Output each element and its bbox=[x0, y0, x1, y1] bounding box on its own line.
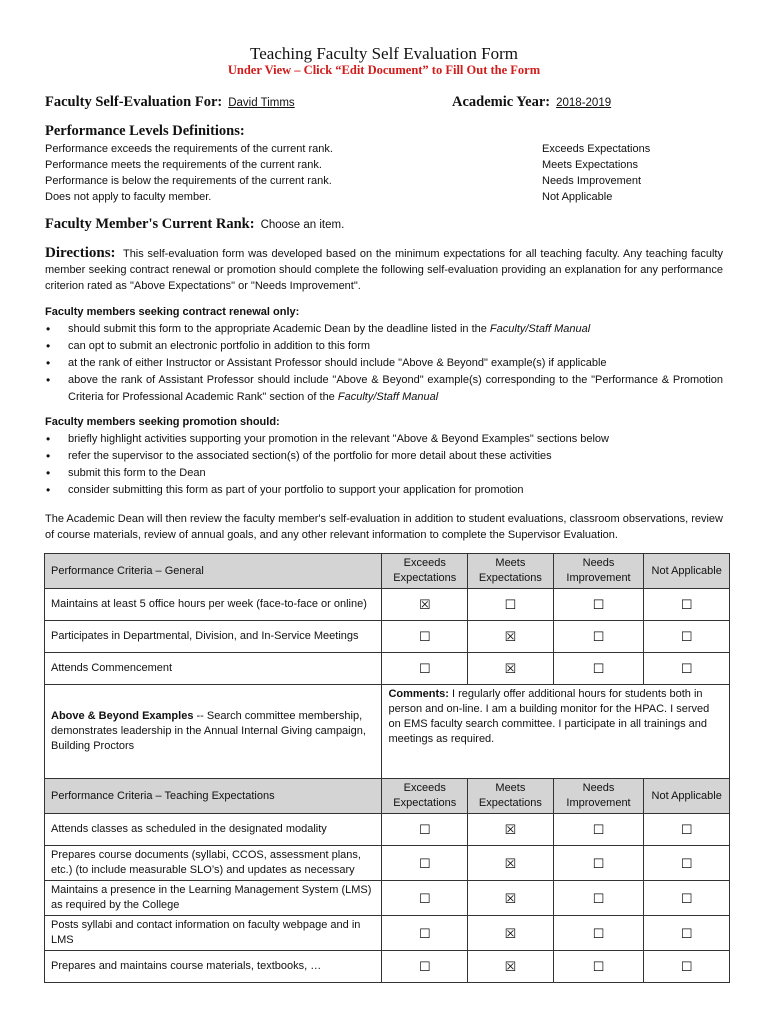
list-item: • briefly highlight activities supporting your promotion in the relevant "Above & Beyond Examples" sections below bbox=[45, 431, 723, 448]
above-beyond-cell bbox=[45, 685, 382, 779]
meets-checkbox[interactable]: ☒ bbox=[468, 621, 554, 653]
na-checkbox[interactable]: ☐ bbox=[644, 621, 730, 653]
list-item: • consider submitting this form as part of your portfolio to support your application for promotion bbox=[45, 482, 723, 499]
table-header-row bbox=[45, 554, 730, 589]
list-item: • at the rank of either Instructor or Assistant Professor should include "Above & Beyond" example(s) if applicable bbox=[45, 355, 723, 372]
table-row bbox=[45, 621, 730, 653]
list-item: • can opt to submit an electronic portfolio in addition to this form bbox=[45, 338, 723, 355]
level-name: Meets Expectations bbox=[542, 159, 638, 171]
table-row bbox=[45, 916, 730, 951]
list-item bbox=[45, 321, 723, 338]
exceeds-checkbox[interactable]: ☐ bbox=[382, 846, 468, 881]
faculty-name-field[interactable]: David Timms bbox=[228, 97, 295, 109]
column-header-exceeds: Exceeds Expectations bbox=[382, 554, 468, 589]
needs-checkbox[interactable]: ☐ bbox=[553, 814, 644, 846]
level-row bbox=[45, 141, 725, 157]
exceeds-checkbox[interactable]: ☐ bbox=[382, 951, 468, 983]
directions-paragraph bbox=[45, 245, 723, 294]
general-criteria-header: Performance Criteria – General bbox=[45, 554, 382, 589]
meets-checkbox[interactable]: ☒ bbox=[468, 916, 554, 951]
exceeds-checkbox[interactable]: ☐ bbox=[382, 621, 468, 653]
meets-checkbox[interactable]: ☒ bbox=[468, 653, 554, 685]
renewal-heading: Faculty members seeking contract renewal only: bbox=[45, 306, 300, 318]
academic-year-row bbox=[452, 94, 611, 111]
performance-levels-heading: Performance Levels Definitions: bbox=[45, 123, 245, 139]
table-row bbox=[45, 881, 730, 916]
table-row bbox=[45, 653, 730, 685]
level-row bbox=[45, 173, 725, 189]
level-description: Performance exceeds the requirements of the current rank. bbox=[45, 143, 333, 155]
academic-year-field[interactable]: 2018-2019 bbox=[556, 97, 612, 109]
current-rank-dropdown[interactable]: Choose an item. bbox=[260, 219, 345, 231]
directions-text: This self-evaluation form was developed based on the minimum expectations for all teaching faculty. Any teaching faculty member seeking contract renewal or promotion should complete the following self-evaluation providing an explanation for any performance criterion rated as "Above Expectations" or "Needs Improvement". bbox=[45, 248, 723, 292]
level-name: Needs Improvement bbox=[542, 175, 642, 187]
column-header-needs: Needs Improvement bbox=[553, 554, 644, 589]
column-header-na: Not Applicable bbox=[644, 779, 730, 814]
level-description: Does not apply to faculty member. bbox=[45, 191, 212, 203]
list-item-text: above the rank of Assistant Professor should include "Above & Beyond" example(s) corresponding to the "Performance & Promotion Criteria for Professional Academic Rank" section of the bbox=[68, 374, 723, 403]
criterion-label: Posts syllabi and contact information on faculty webpage and in LMS bbox=[45, 916, 382, 951]
meets-checkbox[interactable]: ☒ bbox=[468, 846, 554, 881]
level-row bbox=[45, 157, 725, 173]
exceeds-checkbox[interactable]: ☒ bbox=[382, 589, 468, 621]
current-rank-label: Faculty Member's Current Rank: bbox=[45, 216, 255, 232]
level-description: Performance meets the requirements of the current rank. bbox=[45, 159, 322, 171]
criterion-label: Maintains at least 5 office hours per week (face-to-face or online) bbox=[45, 589, 382, 621]
na-checkbox[interactable]: ☐ bbox=[644, 814, 730, 846]
exceeds-checkbox[interactable]: ☐ bbox=[382, 881, 468, 916]
academic-year-label: Academic Year: bbox=[452, 94, 551, 110]
table-row bbox=[45, 814, 730, 846]
criterion-label: Prepares and maintains course materials, textbooks, … bbox=[45, 951, 382, 983]
level-description: Performance is below the requirements of the current rank. bbox=[45, 175, 332, 187]
current-rank-row bbox=[45, 216, 344, 233]
faculty-name-row bbox=[45, 94, 295, 111]
comments-text: I regularly offer additional hours for students both in person and on-line. I am a building monitor for the HPAC. I served on EMS faculty search committee. I participate in all trainings and meetings as required. bbox=[388, 688, 710, 745]
teaching-criteria-header: Performance Criteria – Teaching Expectations bbox=[45, 779, 382, 814]
column-header-meets: Meets Expectations bbox=[468, 554, 554, 589]
exceeds-checkbox[interactable]: ☐ bbox=[382, 653, 468, 685]
level-row bbox=[45, 189, 725, 205]
needs-checkbox[interactable]: ☐ bbox=[553, 881, 644, 916]
exceeds-checkbox[interactable]: ☐ bbox=[382, 916, 468, 951]
list-item-text: should submit this form to the appropriate Academic Dean by the deadline listed in the bbox=[68, 323, 490, 335]
meets-checkbox[interactable]: ☐ bbox=[468, 589, 554, 621]
general-criteria-table bbox=[44, 553, 730, 983]
column-header-exceeds: Exceeds Expectations bbox=[382, 779, 468, 814]
level-name: Not Applicable bbox=[542, 191, 613, 203]
level-name: Exceeds Expectations bbox=[542, 143, 651, 155]
table-row bbox=[45, 589, 730, 621]
needs-checkbox[interactable]: ☐ bbox=[553, 951, 644, 983]
above-beyond-label: Above & Beyond Examples bbox=[51, 710, 194, 722]
column-header-meets: Meets Expectations bbox=[468, 779, 554, 814]
needs-checkbox[interactable]: ☐ bbox=[553, 621, 644, 653]
needs-checkbox[interactable]: ☐ bbox=[553, 589, 644, 621]
edit-instruction: Under View – Click “Edit Document” to Fill Out the Form bbox=[227, 63, 541, 77]
list-item bbox=[45, 372, 723, 406]
comments-label: Comments: bbox=[388, 688, 449, 700]
table-row bbox=[45, 951, 730, 983]
na-checkbox[interactable]: ☐ bbox=[644, 916, 730, 951]
performance-levels-list bbox=[45, 141, 725, 205]
na-checkbox[interactable]: ☐ bbox=[644, 589, 730, 621]
renewal-list bbox=[45, 321, 723, 406]
manual-reference: Faculty/Staff Manual bbox=[489, 323, 591, 335]
list-item: • submit this form to the Dean bbox=[45, 465, 723, 482]
meets-checkbox[interactable]: ☒ bbox=[468, 951, 554, 983]
na-checkbox[interactable]: ☐ bbox=[644, 653, 730, 685]
table-row bbox=[45, 846, 730, 881]
criterion-label: Attends classes as scheduled in the designated modality bbox=[45, 814, 382, 846]
form-title: Teaching Faculty Self Evaluation Form bbox=[250, 44, 518, 63]
above-beyond-row bbox=[45, 685, 730, 779]
table-header-row bbox=[45, 779, 730, 814]
needs-checkbox[interactable]: ☐ bbox=[553, 846, 644, 881]
manual-reference: Faculty/Staff Manual bbox=[337, 391, 439, 403]
above-beyond-text: -- Search committee membership, demonstrates leadership in the Annual Internal Giving campaign, Building Proctors bbox=[51, 710, 366, 752]
needs-checkbox[interactable]: ☐ bbox=[553, 916, 644, 951]
meets-checkbox[interactable]: ☒ bbox=[468, 814, 554, 846]
needs-checkbox[interactable]: ☐ bbox=[553, 653, 644, 685]
criterion-label: Maintains a presence in the Learning Management System (LMS) as required by the College bbox=[45, 881, 382, 916]
faculty-name-label: Faculty Self-Evaluation For: bbox=[45, 94, 223, 110]
list-item: • refer the supervisor to the associated section(s) of the portfolio for more detail about these activities bbox=[45, 448, 723, 465]
na-checkbox[interactable]: ☐ bbox=[644, 881, 730, 916]
comments-field[interactable] bbox=[382, 685, 730, 779]
meets-checkbox[interactable]: ☒ bbox=[468, 881, 554, 916]
criterion-label: Participates in Departmental, Division, and In-Service Meetings bbox=[45, 621, 382, 653]
promotion-list bbox=[45, 431, 723, 499]
review-paragraph: The Academic Dean will then review the faculty member's self-evaluation in addition to student evaluations, classroom observations, review of course materials, review of annual goals, and any other relevant information to complete the Supervisor Evaluation. bbox=[45, 513, 723, 541]
promotion-heading: Faculty members seeking promotion should: bbox=[45, 416, 280, 428]
column-header-needs: Needs Improvement bbox=[553, 779, 644, 814]
column-header-na: Not Applicable bbox=[644, 554, 730, 589]
na-checkbox[interactable]: ☐ bbox=[644, 846, 730, 881]
na-checkbox[interactable]: ☐ bbox=[644, 951, 730, 983]
exceeds-checkbox[interactable]: ☐ bbox=[382, 814, 468, 846]
directions-label: Directions: bbox=[45, 245, 116, 261]
criterion-label: Prepares course documents (syllabi, CCOS, assessment plans, etc.) (to include measurable SLO’s) and updates as necessary bbox=[45, 846, 382, 881]
criterion-label: Attends Commencement bbox=[45, 653, 382, 685]
